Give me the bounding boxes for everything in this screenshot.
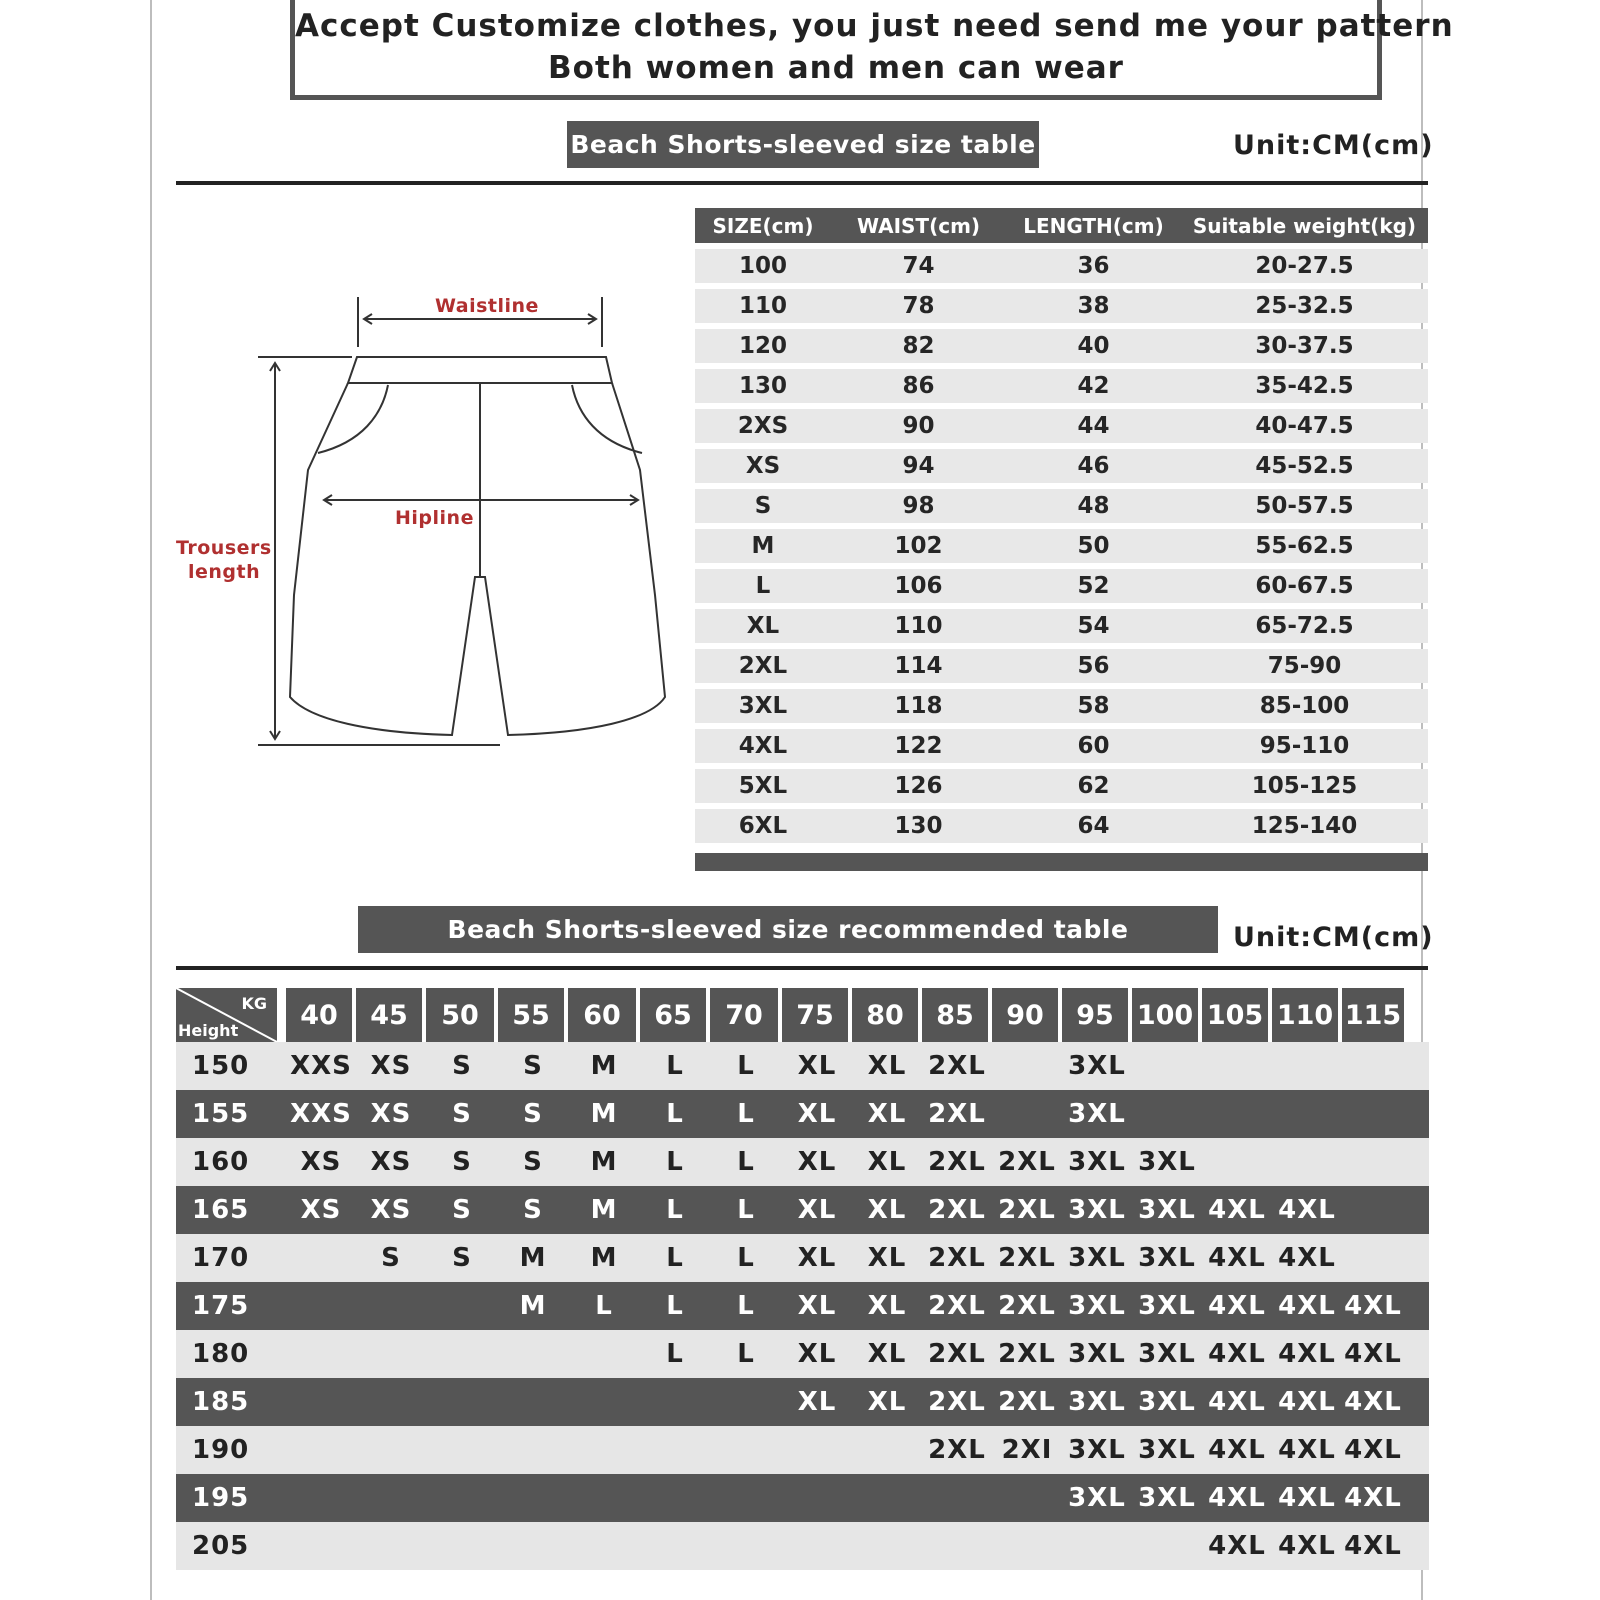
size-recommendation-cell: XXS — [290, 1051, 352, 1081]
size-table-row — [695, 769, 1428, 803]
size-cell-weight: 20-27.5 — [1255, 253, 1354, 279]
size-recommendation-cell: 2XL — [998, 1387, 1056, 1417]
size-table-row — [695, 609, 1428, 643]
size-cell-weight: 65-72.5 — [1255, 613, 1354, 639]
size-recommendation-cell: L — [666, 1051, 684, 1081]
rec-table-header — [176, 988, 1429, 1042]
trousers-length-label-1: Trousers — [176, 537, 272, 559]
size-cell-length: 56 — [1077, 653, 1110, 679]
size-recommendation-cell: S — [452, 1051, 472, 1081]
size-cell-waist: 94 — [902, 453, 935, 479]
size-table-header — [695, 208, 1428, 243]
size-cell-waist: 78 — [902, 293, 935, 319]
header-waist: WAIST(cm) — [856, 213, 981, 238]
rec-table-row — [176, 1522, 1429, 1570]
size-recommendation-cell: M — [590, 1243, 618, 1273]
size-recommendation-cell: L — [737, 1195, 755, 1225]
size-recommendation-cell: XL — [867, 1147, 907, 1177]
height-cell: 195 — [192, 1483, 250, 1513]
size-recommendation-cell: 3XL — [1068, 1195, 1126, 1225]
size-cell-weight: 30-37.5 — [1255, 333, 1354, 359]
size-recommendation-cell: S — [523, 1051, 543, 1081]
size-recommendation-cell: XL — [867, 1099, 907, 1129]
size-recommendation-cell: 4XL — [1208, 1243, 1266, 1273]
size-recommendation-cell: XL — [797, 1387, 837, 1417]
size-recommendation-cell: 4XL — [1208, 1291, 1266, 1321]
size-recommendation-cell: 2XL — [998, 1243, 1056, 1273]
trousers-length-label-2: length — [188, 561, 261, 583]
weight-header-cell: 50 — [426, 988, 494, 1042]
size-cell-length: 52 — [1077, 573, 1110, 599]
size-recommendation-cell: 3XL — [1138, 1435, 1196, 1465]
size-recommendation-cell: 3XL — [1068, 1051, 1126, 1081]
size-cell-length: 36 — [1077, 253, 1110, 279]
size-cell-waist: 90 — [902, 413, 935, 439]
height-cell: 185 — [192, 1387, 250, 1417]
size-recommendation-cell: 2XL — [928, 1339, 986, 1369]
size-cell-size: 2XL — [738, 653, 788, 679]
size-cell-waist: 86 — [902, 373, 935, 399]
waistline-label: Waistline — [435, 295, 539, 317]
size-recommendation-cell: XL — [797, 1291, 837, 1321]
size-table-row — [695, 329, 1428, 363]
size-cell-length: 54 — [1077, 613, 1110, 639]
size-recommendation-cell: 2XL — [928, 1051, 986, 1081]
size-recommendation-cell: 4XL — [1278, 1243, 1336, 1273]
size-recommendation-cell: XL — [797, 1099, 837, 1129]
size-recommendation-cell: 3XL — [1138, 1291, 1196, 1321]
weight-header-cell: 60 — [568, 988, 636, 1042]
size-recommendation-cell: L — [737, 1051, 755, 1081]
weight-header-cell: 70 — [710, 988, 778, 1042]
size-recommendation-cell: 4XL — [1344, 1339, 1402, 1369]
size-table-row — [695, 529, 1428, 563]
size-recommendation-cell: 4XL — [1278, 1483, 1336, 1513]
size-table-row — [695, 289, 1428, 323]
size-recommendation-cell: 4XL — [1344, 1291, 1402, 1321]
size-recommendation-cell: 2XL — [928, 1243, 986, 1273]
size-cell-weight: 50-57.5 — [1255, 493, 1354, 519]
size-recommendation-cell: 4XL — [1344, 1435, 1402, 1465]
height-cell: 150 — [192, 1051, 250, 1081]
size-recommendation-cell: S — [452, 1147, 472, 1177]
size-recommendation-cell: XL — [797, 1243, 837, 1273]
size-recommendation-cell: 2XL — [928, 1099, 986, 1129]
size-recommendation-cell: M — [590, 1099, 618, 1129]
banner-line-2: Both women and men can wear — [548, 50, 1124, 86]
height-cell: 205 — [192, 1531, 250, 1561]
size-table-footer-bar — [695, 853, 1428, 871]
size-recommendation-cell: 3XL — [1138, 1339, 1196, 1369]
rec-table-row — [176, 1138, 1429, 1186]
size-cell-waist: 114 — [894, 653, 943, 679]
size-recommendation-cell: XS — [370, 1051, 412, 1081]
size-recommendation-cell: M — [590, 1147, 618, 1177]
size-cell-length: 58 — [1077, 693, 1110, 719]
size-cell-size: 130 — [738, 373, 787, 399]
weight-header-cell: 105 — [1202, 988, 1268, 1042]
size-recommendation-cell: XS — [370, 1147, 412, 1177]
size-cell-size: M — [751, 533, 775, 559]
height-cell: 170 — [192, 1243, 250, 1273]
size-cell-waist: 74 — [902, 253, 935, 279]
size-recommendation-cell: 4XL — [1208, 1195, 1266, 1225]
size-recommendation-cell: XL — [867, 1051, 907, 1081]
size-recommendation-cell: M — [519, 1243, 547, 1273]
size-recommendation-cell: XL — [867, 1243, 907, 1273]
size-recommendation-cell: 4XL — [1278, 1195, 1336, 1225]
size-recommendation-cell: S — [523, 1195, 543, 1225]
size-cell-size: 120 — [738, 333, 787, 359]
size-recommendation-cell: 4XL — [1278, 1387, 1336, 1417]
rec-table-unit: Unit:CM(cm) — [1233, 922, 1434, 953]
size-recommendation-cell: XS — [300, 1195, 342, 1225]
size-table-row — [695, 449, 1428, 483]
size-cell-length: 62 — [1077, 773, 1110, 799]
weight-header-cell: 85 — [922, 988, 988, 1042]
size-recommendation-cell: 2XL — [998, 1195, 1056, 1225]
header-length: LENGTH(cm) — [1023, 213, 1164, 238]
size-recommendation-cell: L — [666, 1147, 684, 1177]
weight-header-cell: 110 — [1272, 988, 1338, 1042]
size-cell-length: 64 — [1077, 813, 1110, 839]
size-recommendation-cell: 4XL — [1278, 1435, 1336, 1465]
size-cell-length: 42 — [1077, 373, 1110, 399]
size-table-row — [695, 249, 1428, 283]
size-cell-length: 48 — [1077, 493, 1110, 519]
size-recommendation-cell: S — [452, 1099, 472, 1129]
shorts-diagram — [170, 285, 690, 765]
size-recommendation-cell: M — [590, 1051, 618, 1081]
size-recommendation-cell: S — [381, 1243, 401, 1273]
size-recommendation-cell: L — [737, 1291, 755, 1321]
size-cell-waist: 102 — [894, 533, 943, 559]
size-cell-waist: 130 — [894, 813, 943, 839]
size-recommendation-cell: 4XL — [1278, 1531, 1336, 1561]
height-cell: 175 — [192, 1291, 250, 1321]
size-cell-size: 5XL — [738, 773, 788, 799]
size-recommendation-cell: L — [737, 1339, 755, 1369]
size-recommendation-cell: 2XL — [928, 1147, 986, 1177]
size-recommendation-cell: 3XL — [1068, 1435, 1126, 1465]
size-cell-size: 2XS — [737, 413, 789, 439]
size-table-title: Beach Shorts-sleeved size table — [567, 121, 1039, 168]
size-recommendation-cell: 3XL — [1138, 1147, 1196, 1177]
size-recommendation-cell: XL — [797, 1147, 837, 1177]
height-cell: 155 — [192, 1099, 250, 1129]
size-cell-size: L — [755, 573, 771, 599]
weight-header-cell: 40 — [286, 988, 352, 1042]
size-cell-weight: 55-62.5 — [1255, 533, 1354, 559]
size-recommendation-cell: L — [666, 1243, 684, 1273]
size-cell-size: 3XL — [738, 693, 788, 719]
middle-divider — [176, 966, 1428, 970]
header-size: SIZE(cm) — [712, 213, 814, 238]
size-cell-size: 6XL — [738, 813, 788, 839]
size-recommendation-cell: 4XL — [1208, 1531, 1266, 1561]
rec-table-row — [176, 1042, 1429, 1090]
size-cell-size: 4XL — [738, 733, 788, 759]
size-recommendation-cell: L — [737, 1243, 755, 1273]
size-cell-length: 46 — [1077, 453, 1110, 479]
rec-table-row — [176, 1330, 1429, 1378]
size-recommendation-cell: 3XL — [1138, 1195, 1196, 1225]
size-recommendation-cell: S — [523, 1147, 543, 1177]
size-recommendation-cell: XL — [867, 1339, 907, 1369]
rec-table-row — [176, 1474, 1429, 1522]
size-recommendation-cell: M — [519, 1291, 547, 1321]
corner-height-label: Height — [178, 1021, 239, 1040]
header-weight: Suitable weight(kg) — [1192, 213, 1417, 238]
weight-header-cell: 95 — [1062, 988, 1128, 1042]
size-recommendation-cell: 2XL — [998, 1339, 1056, 1369]
size-recommendation-cell: L — [595, 1291, 613, 1321]
weight-header-cell: 115 — [1342, 988, 1404, 1042]
size-recommendation-cell: 4XL — [1278, 1291, 1336, 1321]
size-recommendation-cell: L — [666, 1339, 684, 1369]
size-recommendation-cell: L — [666, 1195, 684, 1225]
size-recommendation-cell: XS — [370, 1195, 412, 1225]
size-recommendation-cell: L — [737, 1147, 755, 1177]
size-table — [695, 208, 1428, 871]
weight-header-cell: 45 — [356, 988, 422, 1042]
size-cell-weight: 75-90 — [1267, 653, 1342, 679]
size-table-row — [695, 489, 1428, 523]
size-recommendation-cell: 2XL — [928, 1387, 986, 1417]
size-recommendation-cell: XS — [370, 1099, 412, 1129]
size-recommendation-cell: L — [666, 1291, 684, 1321]
size-cell-size: 110 — [738, 293, 787, 319]
weight-header-cell: 100 — [1132, 988, 1198, 1042]
size-recommendation-cell: XXS — [290, 1099, 352, 1129]
size-table-row — [695, 689, 1428, 723]
size-recommendation-cell: 2XL — [928, 1291, 986, 1321]
weight-header-cell: 75 — [782, 988, 848, 1042]
rec-table-row — [176, 1186, 1429, 1234]
hipline-label: Hipline — [395, 507, 474, 529]
size-recommendation-cell: XL — [797, 1051, 837, 1081]
banner-box — [290, 0, 1454, 100]
size-cell-size: XS — [745, 453, 781, 479]
size-cell-weight: 45-52.5 — [1255, 453, 1354, 479]
rec-table-title: Beach Shorts-sleeved size recommended table — [358, 906, 1218, 953]
size-recommendation-cell: 3XL — [1068, 1291, 1126, 1321]
size-recommendation-cell: 3XL — [1138, 1483, 1196, 1513]
size-recommendation-cell: 2XL — [928, 1195, 986, 1225]
size-table-row — [695, 569, 1428, 603]
size-recommendation-cell: 3XL — [1068, 1483, 1126, 1513]
height-cell: 180 — [192, 1339, 250, 1369]
size-recommendation-cell: 4XL — [1208, 1483, 1266, 1513]
size-recommendation-cell: 3XL — [1068, 1339, 1126, 1369]
size-cell-weight: 125-140 — [1251, 813, 1358, 839]
top-divider — [176, 181, 1428, 185]
size-recommendation-cell: XL — [867, 1387, 907, 1417]
rec-table-row — [176, 1090, 1429, 1138]
size-cell-weight: 35-42.5 — [1255, 373, 1354, 399]
size-cell-length: 40 — [1077, 333, 1110, 359]
size-recommendation-cell: 2XL — [998, 1147, 1056, 1177]
size-cell-length: 60 — [1077, 733, 1110, 759]
size-recommendation-cell: 4XL — [1278, 1339, 1336, 1369]
size-recommendation-cell: S — [452, 1243, 472, 1273]
corner-kg-label: KG — [241, 994, 267, 1013]
size-recommendation-cell: 3XL — [1068, 1243, 1126, 1273]
size-cell-waist: 126 — [894, 773, 943, 799]
size-recommendation-cell: 2XL — [998, 1291, 1056, 1321]
size-cell-size: S — [754, 493, 772, 519]
height-cell: 190 — [192, 1435, 250, 1465]
recommended-table — [176, 988, 1429, 1570]
size-cell-size: 100 — [738, 253, 787, 279]
size-cell-weight: 40-47.5 — [1255, 413, 1354, 439]
height-cell: 160 — [192, 1147, 250, 1177]
size-table-row — [695, 409, 1428, 443]
size-cell-waist: 110 — [894, 613, 943, 639]
size-cell-weight: 85-100 — [1259, 693, 1350, 719]
size-table-row — [695, 649, 1428, 683]
height-cell: 165 — [192, 1195, 250, 1225]
size-recommendation-cell: L — [666, 1099, 684, 1129]
size-table-row — [695, 809, 1428, 843]
size-recommendation-cell: 3XL — [1138, 1387, 1196, 1417]
weight-header-cell: 90 — [992, 988, 1058, 1042]
size-cell-weight: 105-125 — [1251, 773, 1358, 799]
weight-header-cell: 65 — [640, 988, 706, 1042]
size-cell-weight: 60-67.5 — [1255, 573, 1354, 599]
size-recommendation-cell: 2XI — [1001, 1435, 1053, 1465]
banner-line-1: Accept Customize clothes, you just need send me your pattern — [295, 8, 1454, 44]
size-recommendation-cell: 4XL — [1344, 1483, 1402, 1513]
size-recommendation-cell: 4XL — [1344, 1387, 1402, 1417]
size-recommendation-cell: 3XL — [1068, 1147, 1126, 1177]
size-table-row — [695, 729, 1428, 763]
size-table-unit: Unit:CM(cm) — [1233, 130, 1434, 161]
size-recommendation-cell: 4XL — [1208, 1339, 1266, 1369]
size-cell-weight: 25-32.5 — [1255, 293, 1354, 319]
rec-table-row — [176, 1282, 1429, 1330]
size-recommendation-cell: XS — [300, 1147, 342, 1177]
size-cell-waist: 118 — [894, 693, 943, 719]
size-cell-length: 50 — [1077, 533, 1110, 559]
size-cell-waist: 122 — [894, 733, 943, 759]
size-recommendation-cell: S — [523, 1099, 543, 1129]
size-cell-waist: 98 — [902, 493, 935, 519]
size-recommendation-cell: XL — [797, 1339, 837, 1369]
size-cell-size: XL — [746, 613, 780, 639]
size-recommendation-cell: 3XL — [1138, 1243, 1196, 1273]
size-recommendation-cell: 2XL — [928, 1435, 986, 1465]
weight-header-cell: 55 — [498, 988, 564, 1042]
size-cell-waist: 82 — [902, 333, 935, 359]
size-recommendation-cell: XL — [867, 1291, 907, 1321]
rec-table-row — [176, 1378, 1429, 1426]
rec-table-row — [176, 1426, 1429, 1474]
size-recommendation-cell: 4XL — [1344, 1531, 1402, 1561]
size-recommendation-cell: 3XL — [1068, 1387, 1126, 1417]
rec-table-corner — [176, 988, 277, 1042]
size-recommendation-cell: M — [590, 1195, 618, 1225]
size-recommendation-cell: XL — [797, 1195, 837, 1225]
size-table-row — [695, 369, 1428, 403]
size-recommendation-cell: L — [737, 1099, 755, 1129]
weight-header-cell: 80 — [852, 988, 918, 1042]
size-recommendation-cell: S — [452, 1195, 472, 1225]
size-cell-waist: 106 — [894, 573, 943, 599]
size-recommendation-cell: XL — [867, 1195, 907, 1225]
size-recommendation-cell: 4XL — [1208, 1387, 1266, 1417]
rec-table-row — [176, 1234, 1429, 1282]
size-recommendation-cell: 3XL — [1068, 1099, 1126, 1129]
size-cell-length: 44 — [1077, 413, 1110, 439]
size-recommendation-cell: 4XL — [1208, 1435, 1266, 1465]
size-cell-weight: 95-110 — [1259, 733, 1350, 759]
size-cell-length: 38 — [1077, 293, 1110, 319]
